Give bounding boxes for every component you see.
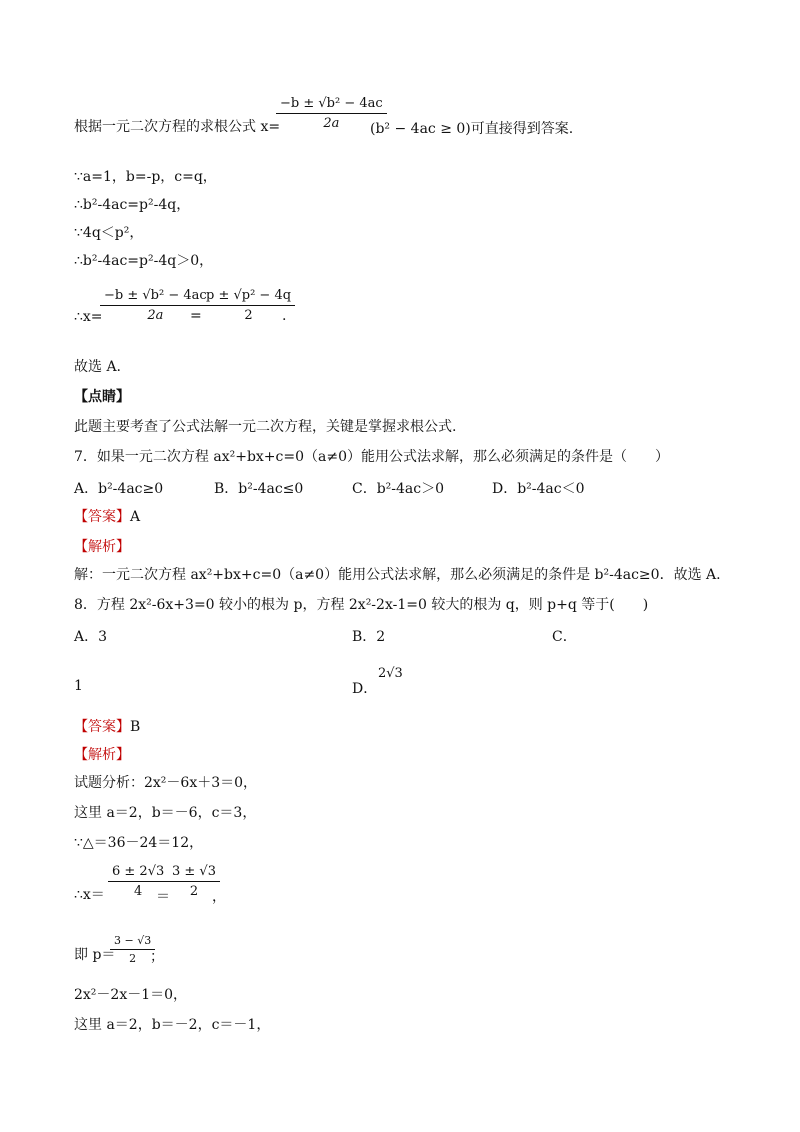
fraction-denominator: 2a: [147, 308, 164, 323]
fraction-denominator: 2: [189, 884, 199, 899]
answer-tag: 【答案】: [74, 719, 130, 735]
given-values: ∵a=1，b=-p，c=q，: [74, 169, 217, 185]
equals-sign: ＝: [156, 889, 170, 905]
q7-option-d: D．b²-4ac＜0: [492, 481, 585, 497]
fraction-denominator: 2: [129, 952, 137, 965]
discriminant-expression: ∴b²-4ac=p²-4q，: [74, 197, 191, 213]
comment-heading: 【点睛】: [74, 389, 130, 405]
formula-intro-text: 根据一元二次方程的求根公式 x=: [74, 119, 281, 135]
q8-step-1: 试题分析：2x²－6x＋3＝0，: [74, 775, 258, 791]
q8-step-4-prefix: ∴x＝: [74, 887, 105, 903]
fraction-numerator: 3 ± √3: [168, 864, 220, 882]
discriminant-positive: ∴b²-4ac=p²-4q＞0，: [74, 253, 214, 269]
answer-value: B: [130, 719, 141, 735]
q8-option-d: D．: [352, 681, 378, 697]
q8-option-d-value: 2√3: [378, 666, 403, 681]
q7-option-b: B．b²-4ac≤0: [214, 481, 304, 497]
q8-step-3: ∵△＝36－24＝12，: [74, 835, 204, 851]
answer-tag: 【答案】: [74, 509, 130, 525]
fraction-numerator: 3 − √3: [110, 934, 155, 950]
q8-step-7: 这里 a＝2，b＝－2，c＝－1，: [74, 1017, 271, 1033]
q8-step-6: 2x²－2x－1＝0，: [74, 987, 188, 1003]
formula-condition: (b² − 4ac ≥ 0)可直接得到答案.: [370, 121, 574, 137]
question-7-stem: 7．如果一元二次方程 ax²+bx+c=0（a≠0）能用公式法求解，那么必须满足的条件是（ ）: [74, 449, 669, 465]
q8-option-c: C．: [552, 629, 577, 645]
fraction-numerator: −b ± √b² − 4ac: [276, 96, 387, 114]
p-value-fraction: [110, 934, 155, 965]
fraction-denominator: 2a: [323, 116, 340, 131]
fraction-numerator: 6 ± 2√3: [108, 864, 168, 882]
q7-analysis-text: 解：一元二次方程 ax²+bx+c=0（a≠0）能用公式法求解，那么必须满足的条件是 b²-4ac≥0．故选 A.: [74, 567, 721, 583]
fraction-denominator: 2: [244, 308, 253, 323]
q8-option-b: B．2: [352, 629, 386, 645]
question-8-stem: 8．方程 2x²-6x+3=0 较小的根为 p，方程 2x²-2x-1=0 较大的根为 q，则 p+q 等于( ): [74, 597, 649, 613]
answer-value: A: [130, 509, 141, 525]
comma: ，: [212, 889, 226, 905]
q7-option-a: A．b²-4ac≥0: [74, 481, 164, 497]
q8-option-a: A．3: [74, 629, 108, 645]
solution-x-prefix: ∴x=: [74, 309, 103, 325]
fraction-numerator: p ± √p² − 4q: [202, 288, 295, 306]
period: .: [282, 308, 287, 324]
given-inequality: ∵4q＜p²，: [74, 225, 144, 241]
comment-text: 此题主要考查了公式法解一元二次方程，关键是掌握求根公式.: [74, 419, 457, 435]
equals-sign: =: [190, 308, 202, 324]
q7-analysis-tag: 【解析】: [74, 539, 130, 555]
q8-analysis-tag: 【解析】: [74, 747, 130, 763]
q7-answer: [74, 508, 140, 526]
choose-answer: 故选 A.: [74, 359, 122, 375]
fraction-denominator: 4: [133, 884, 143, 899]
q8-option-c-value: 1: [74, 678, 83, 694]
q7-option-c: C．b²-4ac＞0: [352, 481, 445, 497]
semicolon: ；: [150, 949, 164, 965]
fraction-numerator: −b ± √b² − 4ac: [100, 288, 211, 306]
q8-step-2: 这里 a＝2，b＝－6，c＝3，: [74, 805, 257, 821]
q8-answer: [74, 718, 140, 736]
q8-step-5-prefix: 即 p＝: [74, 947, 116, 963]
formula-intro-line: [74, 118, 280, 136]
